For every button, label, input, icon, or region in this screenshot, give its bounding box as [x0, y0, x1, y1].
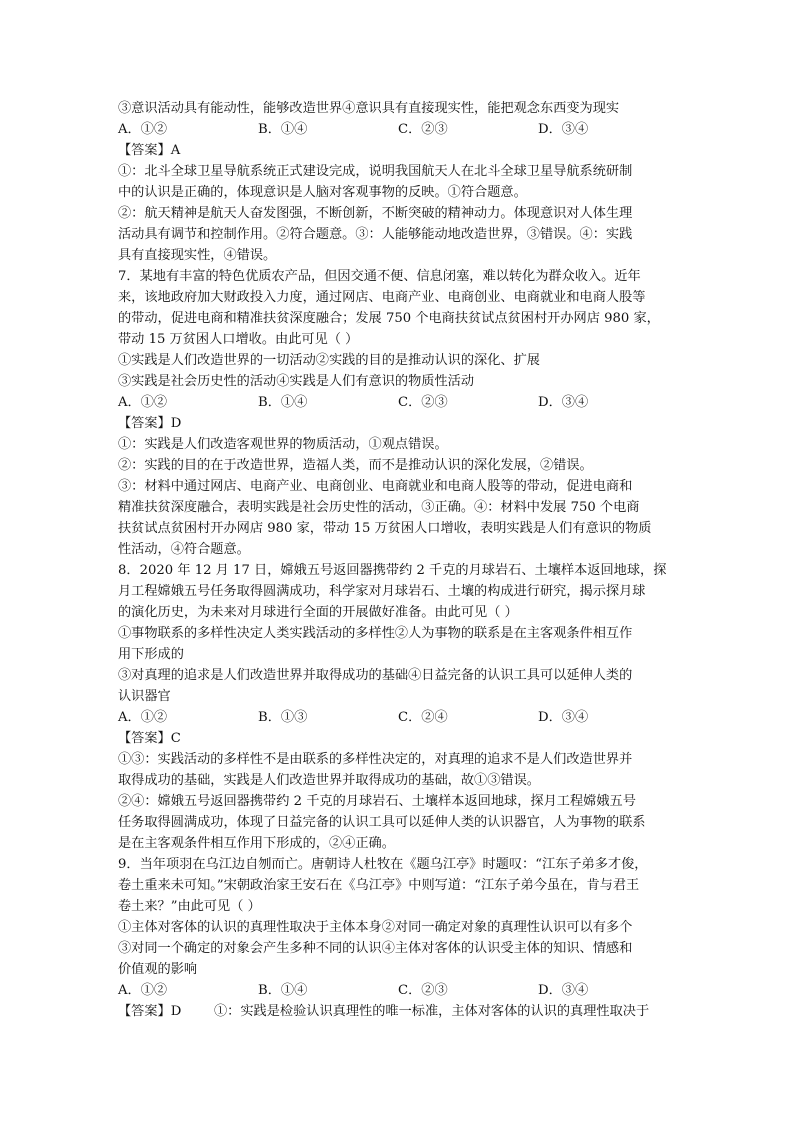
option-a: A．①②: [118, 395, 168, 410]
option-d: D．③④: [538, 710, 589, 725]
question-9-stem-line: 9．当年项羽在乌江边自刎而亡。唐朝诗人杜牧在《题乌江亭》时题叹：“江东子弟多才俊，: [118, 857, 648, 872]
question-8-answer: 【答案】C: [118, 731, 181, 746]
question-8-explanation-line: ①③：实践活动的多样性不是由联系的多样性决定的，对真理的追求不是人们改造世界并: [118, 752, 633, 767]
question-9-explanation-inline: ①：实践是检验认识真理性的唯一标准，主体对客体的认识的真理性取决于: [214, 1004, 650, 1019]
question-7-explanation-line: ②：实践的目的在于改造世界，造福人类，而不是推动认识的深化发展，②错误。: [118, 458, 593, 473]
question-8-explanation-line: 任务取得圆满成功，体现了日益完备的认识工具可以延伸人类的认识器官，人为事物的联系: [118, 815, 646, 830]
question-7-stem-line: 来，该地政府加大财政投入力度，通过网店、电商产业、电商创业、电商就业和电商人股等: [118, 290, 646, 305]
page-content: [118, 98, 678, 1022]
option-c: C．②③: [398, 983, 448, 998]
question-8-explanation-line: 取得成功的基础，实践是人们改造世界并取得成功的基础，故①③错误。: [118, 773, 540, 788]
question-7-explanation-line: ③：材料中通过网店、电商产业、电商创业、电商就业和电商人股等的带动，促进电商和: [118, 479, 633, 494]
question-7-explanation-line: 性活动，④符合题意。: [118, 542, 250, 557]
question-6-explanation-line: 活动具有调节和控制作用。②符合题意。③：人能够能动地改造世界，③错误。④：实践: [118, 227, 633, 242]
question-7-stem-line: 带动 15 万贫困人口增收。由此可见（ ）: [118, 332, 359, 347]
question-7-choice-line: ③实践是社会历史性的活动④实践是人们有意识的物质性活动: [118, 374, 475, 389]
question-7-stem-line: 的带动，促进电商和精准扶贫深度融合；发展 750 个电商扶贫试点贫困村开办网店 980 家，: [118, 311, 660, 326]
question-8-choice-line: ①事物联系的多样性决定人类实践活动的多样性②人为事物的联系是在主客观条件相互作: [118, 626, 633, 641]
question-6-options: [118, 119, 678, 140]
question-9-stem-line: 卷土来？”由此可见（ ）: [118, 899, 261, 914]
option-d: D．③④: [538, 983, 589, 998]
option-c: C．②③: [398, 395, 448, 410]
question-8-choice-line: ③对真理的追求是人们改造世界并取得成功的基础④日益完备的认识工具可以延伸人类的: [118, 668, 633, 683]
option-c: C．②③: [398, 122, 448, 137]
question-8-options: [118, 707, 678, 728]
question-9-answer-line: [118, 1001, 678, 1022]
question-9-options: [118, 980, 678, 1001]
question-9-answer: 【答案】D: [118, 1004, 182, 1019]
question-8-choice-line: 认识器官: [118, 689, 171, 704]
question-7-stem-line: 7．某地有丰富的特色优质农产品，但因交通不便、信息闭塞，难以转化为群众收入。近年: [118, 269, 641, 284]
option-a: A．①②: [118, 983, 168, 998]
question-6-answer: 【答案】A: [118, 143, 181, 158]
option-a: A．①②: [118, 710, 168, 725]
option-b: B．①④: [258, 395, 308, 410]
option-a: A．①②: [118, 122, 168, 137]
question-6-explanation-line: ②：航天精神是航天人奋发图强，不断创新，不断突破的精神动力。体现意识对人体生理: [118, 206, 633, 221]
question-9-choice-line: ①主体对客体的认识的真理性取决于主体本身②对同一确定对象的真理性认识可以有多个: [118, 920, 633, 935]
question-9-stem-line: 卷土重来未可知。”宋朝政治家王安石在《乌江亭》中则写道：“江东子弟今虽在，肯与君王: [118, 878, 640, 893]
question-8-choice-line: 用下形成的: [118, 647, 184, 662]
option-d: D．③④: [538, 395, 589, 410]
question-8-stem-line: 的演化历史，为未来对月球进行全面的开展做好准备。由此可见（ ）: [118, 605, 518, 620]
option-d: D．③④: [538, 122, 589, 137]
question-7-choice-line: ①实践是人们改造世界的一切活动②实践的目的是推动认识的深化、扩展: [118, 353, 540, 368]
question-6-explanation-line: 中的认识是正确的，体现意识是人脑对客观事物的反映。①符合题意。: [118, 185, 527, 200]
option-b: B．①④: [258, 122, 308, 137]
option-b: B．①③: [258, 710, 308, 725]
question-9-choice-line: ③对同一个确定的对象会产生多种不同的认识④主体对客体的认识受主体的知识、情感和: [118, 941, 633, 956]
question-7-answer: 【答案】D: [118, 416, 182, 431]
option-b: B．①④: [258, 983, 308, 998]
question-8-explanation-line: 是在主客观条件相互作用下形成的，②④正确。: [118, 836, 395, 851]
question-7-explanation-line: 扶贫试点贫困村开办网店 980 家，带动 15 万贫困人口增收，表明实践是人们有意识的物质: [118, 521, 652, 536]
question-8-stem-line: 8．2020 年 12 月 17 日，嫦娥五号返回器携带约 2 千克的月球岩石、土壤样本返回地球，探: [118, 563, 667, 578]
question-8-explanation-line: ②④：嫦娥五号返回器携带约 2 千克的月球岩石、土壤样本返回地球，探月工程嫦娥五号: [118, 794, 636, 809]
question-9-choice-line: 价值观的影响: [118, 962, 198, 977]
question-8-stem-line: 月工程嫦娥五号任务取得圆满成功，科学家对月球岩石、土壤的构成进行研究，揭示探月球: [118, 584, 646, 599]
question-7-explanation-line: 精准扶贫深度融合，表明实践是社会历史性的活动，③正确。④：材料中发展 750 个电商: [118, 500, 640, 515]
question-6-explanation-line: 具有直接现实性，④错误。: [118, 248, 277, 263]
question-6-explanation-line: ①：北斗全球卫星导航系统正式建设完成，说明我国航天人在北斗全球卫星导航系统研制: [118, 164, 633, 179]
question-6-choice-line: ③意识活动具有能动性，能够改造世界④意识具有直接现实性，能把观念东西变为现实: [118, 101, 620, 116]
question-7-explanation-line: ①：实践是人们改造客观世界的物质活动，①观点错误。: [118, 437, 448, 452]
question-7-options: [118, 392, 678, 413]
option-c: C．②④: [398, 710, 448, 725]
